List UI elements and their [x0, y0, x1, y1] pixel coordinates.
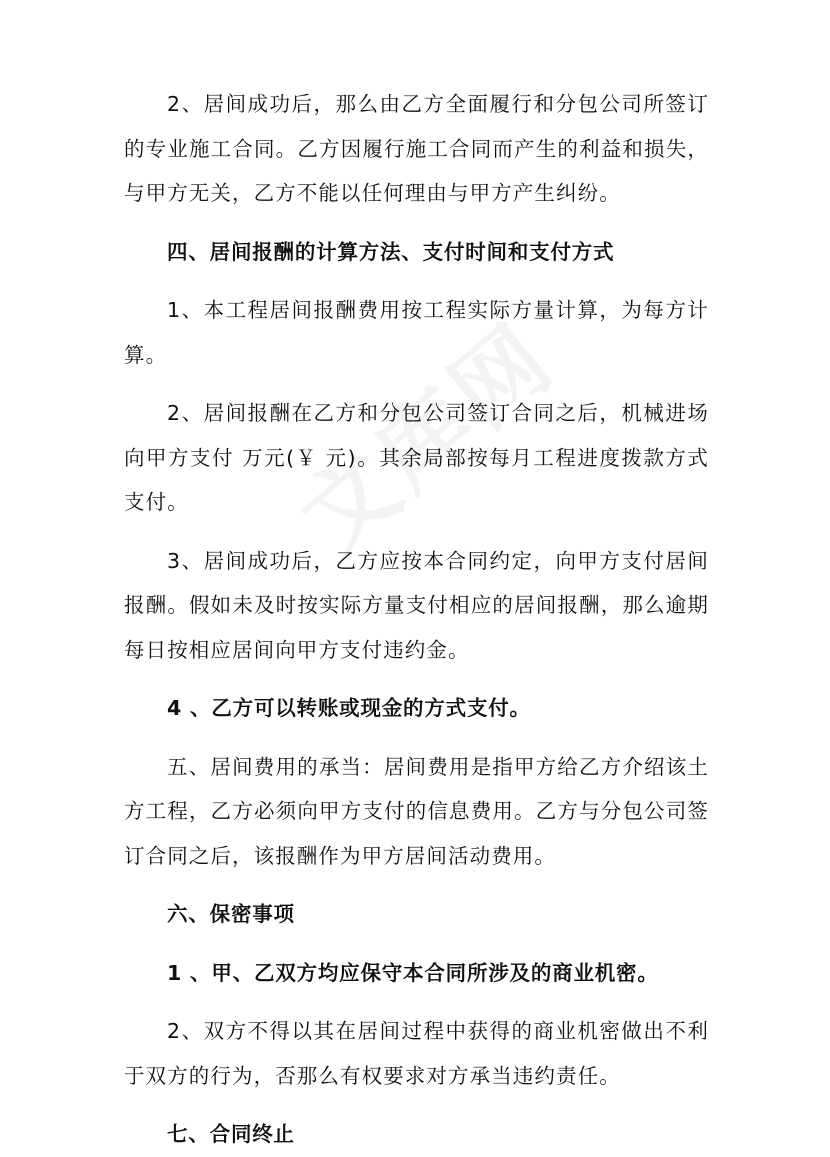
paragraph-clause-3-2: 2、居间成功后，那么由乙方全面履行和分包公司所签订的专业施工合同。乙方因履行施工合同而产生的利益和损失，与甲方无关，乙方不能以任何理由与甲方产生纠纷。	[124, 92, 709, 205]
section-heading-7: 七、合同终止	[167, 1122, 295, 1146]
paragraph-clause-4-4: 4 、乙方可以转账或现金的方式支付。	[167, 696, 531, 720]
paragraph-clause-6-1: 1 、甲、乙双方均应保守本合同所涉及的商业机密。	[167, 960, 659, 985]
paragraph-clause-4-2: 2、居间报酬在乙方和分包公司签订合同之后，机械进场向甲方支付 万元(￥ 元)。其余局部按每月工程进度拨款方式支付。	[124, 401, 709, 514]
section-heading-4: 四、居间报酬的计算方法、支付时间和支付方式	[167, 239, 615, 264]
paragraph-clause-4-3: 3、居间成功后，乙方应按本合同约定，向甲方支付居间报酬。假如未及时按实际方量支付相应的居间报酬，那么逾期每日按相应居间向甲方支付违约金。	[124, 548, 709, 662]
section-heading-6: 六、保密事项	[167, 902, 295, 926]
paragraph-clause-6-2: 2、双方不得以其在居间过程中获得的商业机密做出不利于双方的行为，否那么有权要求对方承当违约责任。	[124, 1019, 709, 1088]
section-paragraph-5: 五、居间费用的承当：居间费用是指甲方给乙方介绍该土方工程，乙方必须向甲方支付的信息费用。乙方与分包公司签订合同之后，该报酬作为甲方居间活动费用。	[124, 754, 709, 868]
paragraph-clause-4-1: 1、本工程居间报酬费用按工程实际方量计算，为每方计算。	[124, 298, 709, 367]
document-body	[124, 82, 709, 1157]
